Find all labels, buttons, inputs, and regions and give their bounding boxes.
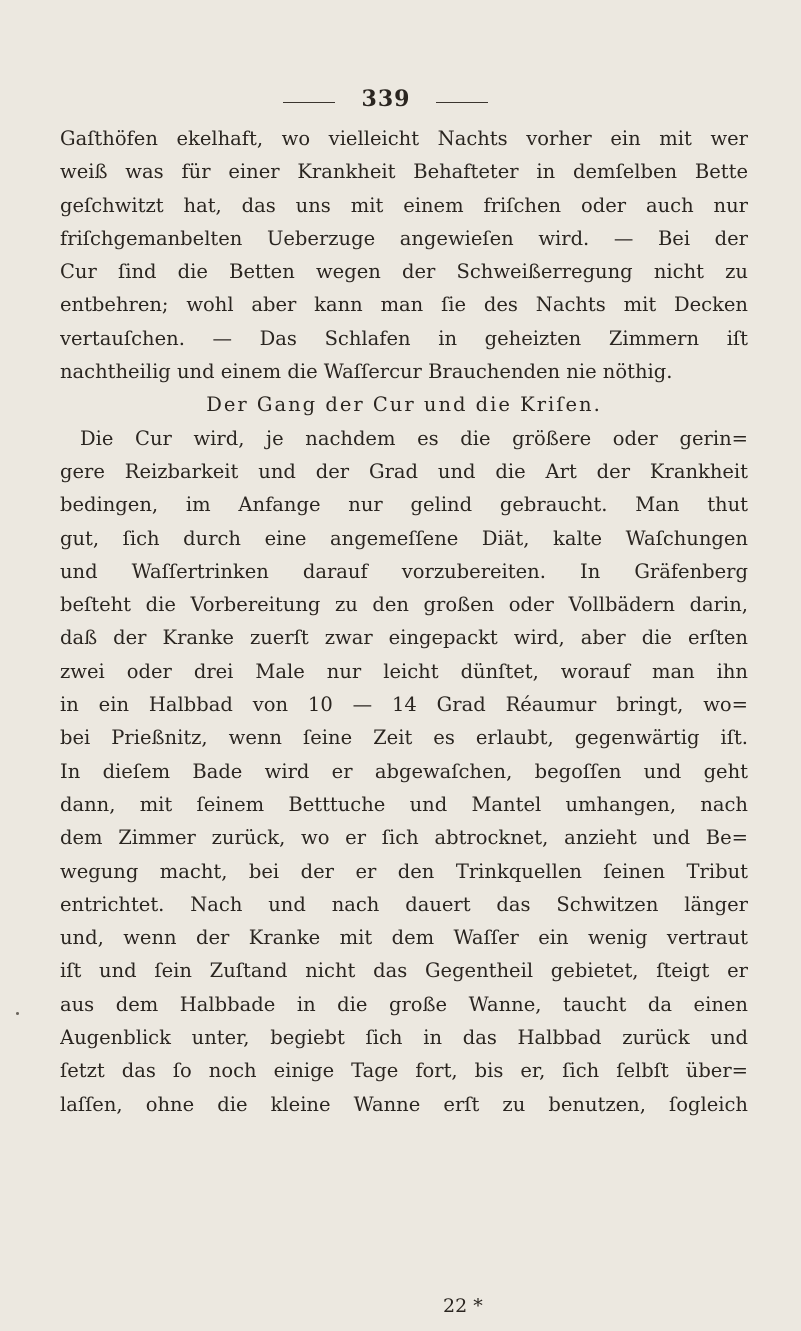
text-line: weiß was für einer Krankheit Behafteter in demſelben Bette: [60, 160, 748, 184]
text-line: Die Cur wird, je nachdem es die größere oder gerin=: [80, 426, 748, 450]
text-line: gere Reizbarkeit und der Grad und die Art der Krankheit: [60, 459, 748, 483]
section-heading: Der Gang der Cur und die Kriſen.: [206, 393, 602, 417]
text-line: bedingen, im Anfange nur gelind gebraucht. Man thut: [60, 493, 748, 517]
text-line: nachtheilig und einem die Waſſercur Brauchenden nie nöthig.: [60, 360, 673, 384]
margin-mark: [16, 1012, 19, 1015]
text-line: gut, ſich durch eine angemeſſene Diät, kalte Waſchungen: [60, 526, 748, 550]
text-line: Cur ſind die Betten wegen der Schweißerregung nicht zu: [60, 260, 748, 284]
header-rule-left: [283, 102, 335, 103]
signature-mark: 22 *: [443, 1295, 483, 1317]
text-line: und Waſſertrinken darauf vorzubereiten. In Gräfenberg: [60, 559, 748, 583]
text-line: wegung macht, bei der er den Trinkquellen ſeinen Tribut: [60, 859, 748, 883]
page-number: 339: [361, 86, 411, 112]
text-line: entbehren; wohl aber kann man ſie des Nachts mit Decken: [60, 293, 748, 317]
text-line: friſchgemanbelten Ueberzuge angewieſen wird. — Bei der: [60, 226, 748, 250]
text-line: zwei oder drei Male nur leicht dünſtet, worauf man ihn: [60, 659, 748, 683]
text-line: aus dem Halbbade in die große Wanne, taucht da einen: [60, 992, 748, 1016]
text-line: bei Prießnitz, wenn ſeine Zeit es erlaubt, gegenwärtig iſt.: [60, 726, 748, 750]
page-header: [0, 86, 801, 116]
text-line: laſſen, ohne die kleine Wanne erſt zu benutzen, ſogleich: [60, 1092, 748, 1116]
text-line: geſchwitzt hat, das uns mit einem friſchen oder auch nur: [60, 193, 748, 217]
text-line: daß der Kranke zuerſt zwar eingepackt wird, aber die erſten: [60, 626, 748, 650]
text-line: iſt und ſein Zuſtand nicht das Gegentheil gebietet, ſteigt er: [60, 959, 748, 983]
text-line: vertauſchen. — Das Schlafen in geheizten Zimmern iſt: [60, 326, 748, 350]
text-line: und, wenn der Kranke mit dem Waſſer ein wenig vertraut: [60, 926, 748, 950]
text-line: ſetzt das ſo noch einige Tage fort, bis er, ſich ſelbſt über=: [60, 1059, 748, 1083]
text-line: In dieſem Bade wird er abgewaſchen, begoſſen und geht: [60, 759, 748, 783]
text-line: Gaſthöfen ekelhaft, wo vielleicht Nachts vorher ein mit wer: [60, 127, 748, 150]
text-line: in ein Halbbad von 10 — 14 Grad Réaumur bringt, wo=: [60, 693, 748, 717]
text-line: beſteht die Vorbereitung zu den großen oder Vollbädern darin,: [60, 593, 748, 617]
text-line: dann, mit ſeinem Betttuche und Mantel umhangen, nach: [60, 792, 748, 816]
text-line: entrichtet. Nach und nach dauert das Schwitzen länger: [60, 892, 748, 916]
text-line: dem Zimmer zurück, wo er ſich abtrocknet, anzieht und Be=: [60, 826, 748, 850]
body-text: [60, 122, 748, 1121]
header-rule-right: [436, 102, 488, 103]
text-line: Augenblick unter, begiebt ſich in das Halbbad zurück und: [60, 1026, 748, 1050]
